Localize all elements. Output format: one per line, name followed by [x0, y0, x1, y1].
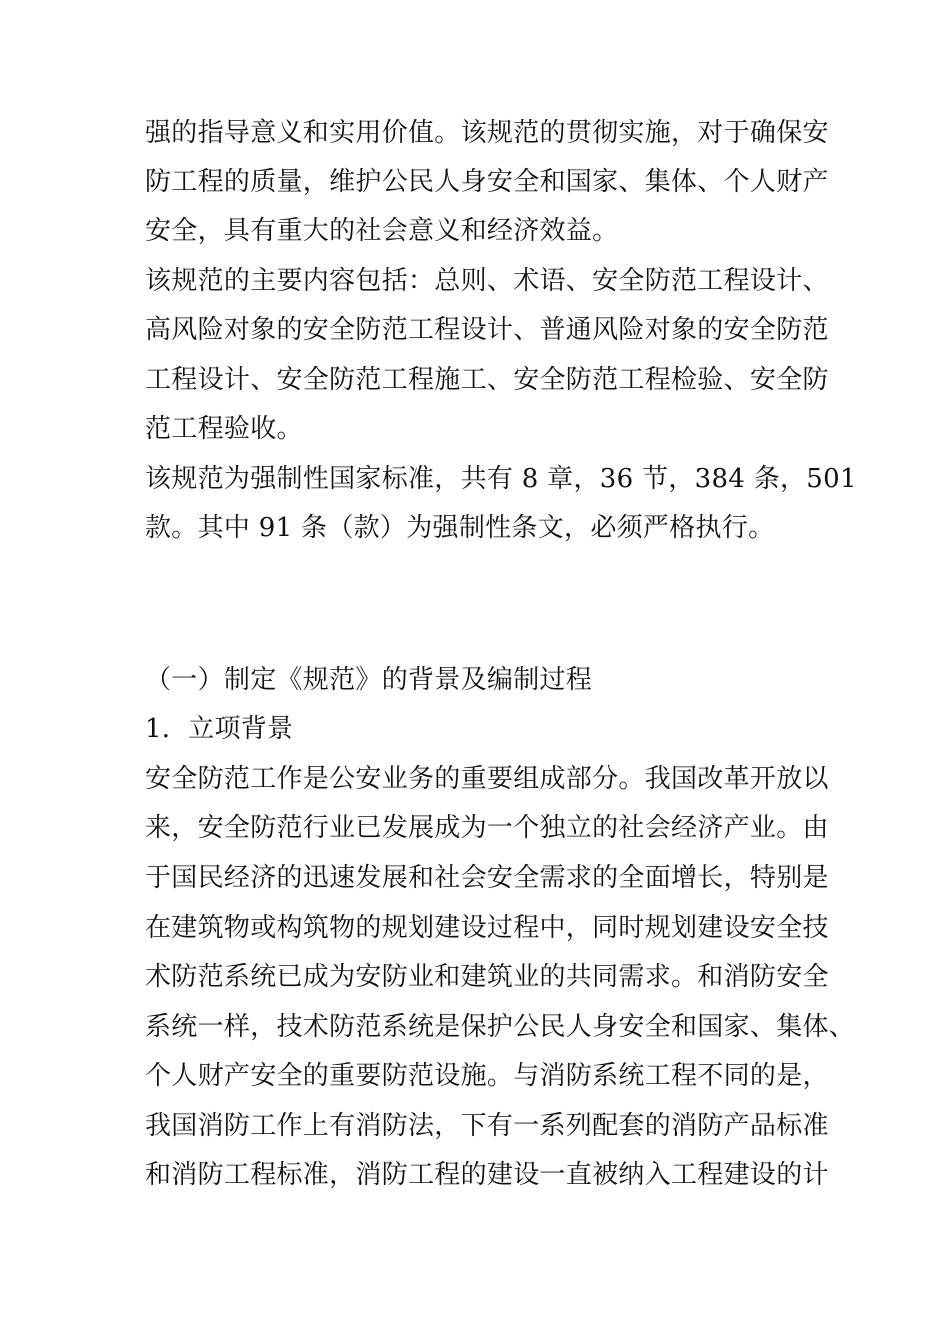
body-line-1: 安全防范工作是公安业务的重要组成部分。我国改革开放以: [145, 764, 829, 794]
intro-line-7: 范工程验收。: [145, 414, 303, 444]
body-line-7: 个人财产安全的重要防范设施。与消防系统工程不同的是，: [145, 1061, 829, 1091]
intro-line-1: 强的指导意义和实用价值。该规范的贯彻实施，对于确保安: [145, 118, 829, 148]
intro-line-8: 该规范为强制性国家标准，共有 8 章，36 节，384 条，501: [145, 464, 857, 494]
subsection-heading: 1．立项背景: [145, 714, 294, 744]
intro-line-4: 该规范的主要内容包括：总则、术语、安全防范工程设计、: [145, 266, 829, 296]
body-line-8: 我国消防工作上有消防法，下有一系列配套的消防产品标准: [145, 1111, 829, 1141]
section-heading: （一）制定《规范》的背景及编制过程: [145, 665, 593, 695]
body-line-9: 和消防工程标准，消防工程的建设一直被纳入工程建设的计: [145, 1160, 829, 1190]
intro-line-9: 款。其中 91 条（款）为强制性条文，必须严格执行。: [145, 513, 775, 543]
body-line-4: 在建筑物或构筑物的规划建设过程中，同时规划建设安全技: [145, 913, 829, 943]
intro-line-2: 防工程的质量，维护公民人身安全和国家、集体、个人财产: [145, 167, 829, 197]
body-line-2: 来，安全防范行业已发展成为一个独立的社会经济产业。由: [145, 813, 829, 843]
body-line-5: 术防范系统已成为安防业和建筑业的共同需求。和消防安全: [145, 962, 829, 992]
intro-line-6: 工程设计、安全防范工程施工、安全防范工程检验、安全防: [145, 365, 829, 395]
intro-line-5: 高风险对象的安全防范工程设计、普通风险对象的安全防范: [145, 315, 829, 345]
body-line-3: 于国民经济的迅速发展和社会安全需求的全面增长，特别是: [145, 863, 829, 893]
body-line-6: 系统一样，技术防范系统是保护公民人身安全和国家、集体、: [145, 1012, 856, 1042]
intro-line-3: 安全，具有重大的社会意义和经济效益。: [145, 216, 619, 246]
